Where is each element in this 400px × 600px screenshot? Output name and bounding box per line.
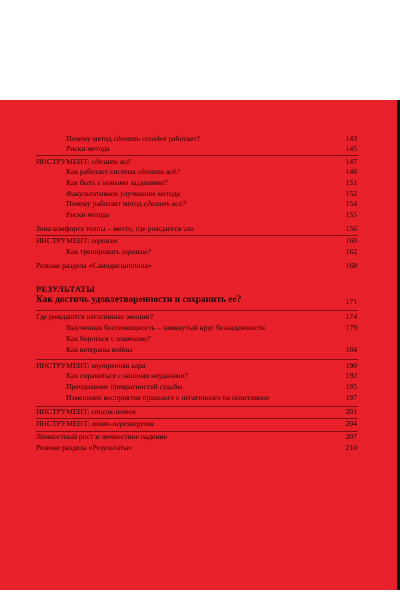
page-number: 155 <box>345 210 357 219</box>
page-number: 168 <box>345 261 357 270</box>
section-subtitle: Как достичь удовлетворенности и сохранить ее? <box>36 295 242 305</box>
table-of-contents: Почему метод сделать сегодня работает? 143 Риски метода 145 ИНСТРУМЕНТ: сделать всё 147 Как работает система сделать всё? 148 Как быть с новыми заданиями? 151 Факультативное улучшение метода 152 Почему работает метод сделать всё? 154 Риски метода 155 Зона комфорта толпы – место, где рождается зло 156 ИНСТРУМЕНТ: героизм 160 Как тренировать героизм? 162 Резюме раздела «Самодисциплина» 168 РЕЗУЛЬТАТЫ Как достичь удовлетворенности и сохранить ее? 171 Где рождаются негативные эмоции? 174 Выученная беспомощность – замкнутый круг безнадежности 179 Как бороться с хомяками? Как ветераны войны 184 ИНСТРУМЕНТ: внутренняя игра 190 Как справиться с нашими неудачами? 192 Преодоление превратностей судьбы 195 Изменение восприятия прошлого с негативного на позитивное 197 ИНСТРУМЕНТ: список-поток 201 ИНСТРУМЕНТ: хомяк-перезагрузка 204 Личностный рост и личностное падение 207 Резюме раздела «Результаты» 210 <box>36 134 357 452</box>
page-number: 147 <box>345 157 357 166</box>
page-number: 160 <box>345 236 357 245</box>
page-number: 162 <box>345 247 357 256</box>
page-number: 184 <box>345 345 357 354</box>
section-title: РЕЗУЛЬТАТЫ <box>36 284 95 294</box>
page-number: 171 <box>345 297 357 306</box>
page-number: 197 <box>345 393 357 402</box>
page-number: 154 <box>345 199 357 208</box>
divider <box>36 310 358 311</box>
page-number: 192 <box>345 371 357 380</box>
page-number: 201 <box>345 407 357 416</box>
page-number: 179 <box>345 323 357 332</box>
page-number: 152 <box>345 189 357 198</box>
page-number: 210 <box>345 443 357 452</box>
page-number: 174 <box>345 312 357 321</box>
page-number: 145 <box>345 144 357 153</box>
page-number: 151 <box>345 178 357 187</box>
book-page <box>0 100 400 590</box>
page-number: 156 <box>345 224 357 233</box>
page-number: 190 <box>345 361 357 370</box>
divider <box>36 155 358 156</box>
page-number: 143 <box>345 134 357 143</box>
page-number: 204 <box>345 419 357 428</box>
divider <box>36 359 358 360</box>
page-number: 195 <box>345 382 357 391</box>
page-number: 207 <box>345 432 357 441</box>
page-number: 148 <box>345 167 357 176</box>
